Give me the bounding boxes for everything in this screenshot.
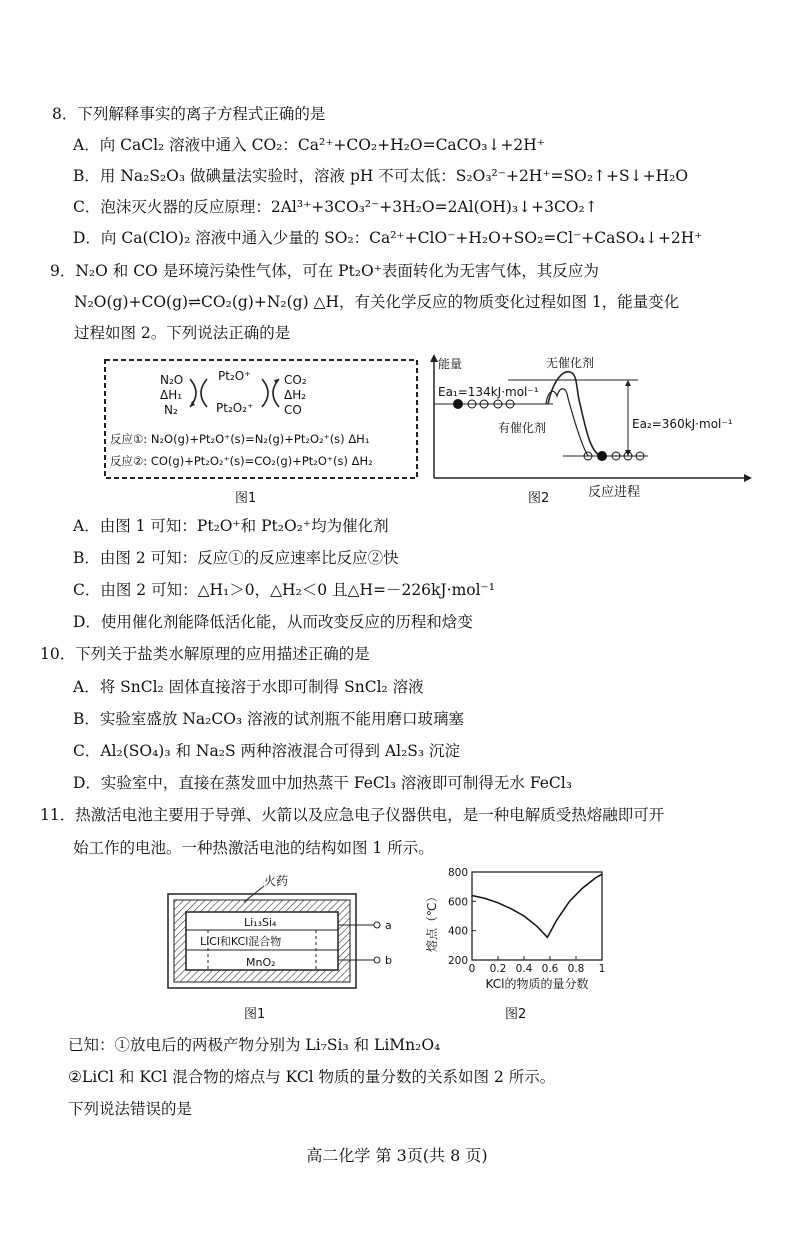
x-tick-label: 0.2	[489, 963, 507, 975]
co2-label: CO₂	[284, 373, 307, 387]
pt2o2-label: Pt₂O₂⁺	[216, 401, 254, 415]
q9-figure1-diagram	[104, 357, 420, 482]
x-tick-label: 0.8	[567, 963, 585, 975]
q10-option-b: B．实验室盛放 Na₂CO₃ 溶液的试剂瓶不能用磨口玻璃塞	[73, 710, 465, 728]
page-footer: 高二化学 第 3页(共 8 页)	[306, 1146, 488, 1165]
cathode-label: MnO₂	[246, 956, 276, 969]
anode-label: Li₁₃Si₄	[244, 916, 277, 929]
y-tick-label: 200	[447, 955, 468, 967]
q9-figure2-energy-diagram	[428, 350, 758, 510]
q11-melting-point-chart	[424, 862, 614, 994]
dh1-label: ΔH₁	[160, 388, 183, 402]
n2-label: N₂	[164, 403, 178, 417]
q11-stem-line2: 始工作的电池。一种热激活电池的结构如图 1 所示。	[73, 839, 434, 857]
y-tick-label: 600	[447, 896, 468, 909]
x-tick-label: 0.6	[541, 963, 559, 975]
cycle-arrow-right	[262, 379, 268, 407]
q9-option-c: C．由图 2 可知：△H₁＞0，△H₂＜0 且△H=－226kJ·mol⁻¹	[73, 581, 495, 599]
q8-option-b: B．用 Na₂S₂O₃ 做碘量法实验时，溶液 pH 不可太低：S₂O₃²⁻+2H⁺=SO₂↑+S↓+H₂O	[73, 167, 689, 185]
q11-known-1: 已知：①放电后的两极产物分别为 Li₇Si₃ 和 LiMn₂O₄	[68, 1036, 441, 1054]
gunpowder-label: 火药	[264, 874, 289, 888]
q8-option-d: D．向 Ca(ClO)₂ 溶液中通入少量的 SO₂：Ca²⁺+ClO⁻+H₂O+SO₂=Cl⁻+CaSO₄↓+2H⁺	[73, 229, 703, 247]
energy-axis-label: 能量	[438, 357, 463, 371]
q9-option-d: D．使用催化剂能降低活化能，从而改变反应的历程和焓变	[73, 613, 473, 631]
catalyzed-curve	[546, 389, 588, 456]
q9-fig2-caption: 图2	[528, 491, 550, 506]
x-tick-label: 0.4	[515, 963, 533, 975]
terminal-a: a	[385, 919, 392, 932]
co-label: CO	[284, 403, 302, 417]
uncatalyzed-curve	[548, 372, 600, 456]
q11-known-2: ②LiCl 和 KCl 混合物的熔点与 KCl 物质的量分数的关系如图 2 所示。	[68, 1068, 556, 1086]
q11-fig1-caption: 图1	[244, 1007, 266, 1022]
q11-stem-line1: 11．热激活电池主要用于导弹、火箭以及应急电子仪器供电，是一种电解质受热熔融即可开	[40, 806, 665, 824]
reaction2-text: 反应②: CO(g)+Pt₂O₂⁺(s)=CO₂(g)+Pt₂O⁺(s) ΔH₂	[110, 454, 373, 468]
x-tick-label: 1	[598, 963, 606, 975]
y-tick-label: 800	[447, 867, 468, 879]
q11-fig2-caption: 图2	[505, 1007, 527, 1022]
q9-stem-line2: N₂O(g)+CO(g)⇌CO₂(g)+N₂(g) △H，有关化学反应的物质变化过程如图 1，能量变化	[74, 293, 680, 311]
q10-option-c: C．Al₂(SO₄)₃ 和 Na₂S 两种溶液混合可得到 Al₂S₃ 沉淀	[73, 742, 461, 760]
chart-xlabel: KCl的物质的量分数	[485, 977, 589, 991]
q9-stem-line3: 过程如图 2。下列说法正确的是	[74, 324, 291, 342]
cycle-arrow-left2	[201, 379, 207, 407]
ea2-label: Ea₂=360kJ·mol⁻¹	[632, 417, 733, 431]
no-catalyst-label: 无催化剂	[546, 356, 595, 370]
dh2-label: ΔH₂	[284, 388, 307, 402]
plot-frame	[472, 872, 602, 960]
q11-battery-structure-diagram	[164, 870, 404, 992]
n2o-label: N₂O	[160, 373, 184, 387]
x-tick-label: 0	[468, 963, 476, 975]
pt2o-label: Pt₂O⁺	[218, 369, 251, 383]
q9-option-b: B．由图 2 可知：反应①的反应速率比反应②快	[73, 549, 399, 567]
reaction1-text: 反应①: N₂O(g)+Pt₂O⁺(s)=N₂(g)+Pt₂O₂⁺(s) ΔH₁	[110, 432, 370, 446]
ea1-label: Ea₁=134kJ·mol⁻¹	[438, 385, 539, 399]
q9-stem-line1: 9．N₂O 和 CO 是环境污染性气体，可在 Pt₂O⁺表面转化为无害气体，其反应为	[50, 262, 599, 280]
q9-fig1-caption: 图1	[235, 491, 257, 506]
q10-option-a: A．将 SnCl₂ 固体直接溶于水即可制得 SnCl₂ 溶液	[73, 678, 424, 696]
terminal-b: b	[385, 954, 392, 967]
q10-stem: 10．下列关于盐类水解原理的应用描述正确的是	[40, 645, 370, 663]
q8-option-c: C．泡沫灭火器的反应原理：2Al³⁺+3CO₃²⁻+3H₂O=2Al(OH)₃↓+3CO₂↑	[73, 198, 598, 216]
q10-option-d: D．实验室中，直接在蒸发皿中加热蒸干 FeCl₃ 溶液即可制得无水 FeCl₃	[73, 774, 572, 792]
with-catalyst-label: 有催化剂	[498, 421, 547, 435]
q11-stem-line3: 下列说法错误的是	[68, 1100, 193, 1118]
melting-point-curve	[472, 874, 602, 937]
q8-option-a: A．向 CaCl₂ 溶液中通入 CO₂：Ca²⁺+CO₂+H₂O=CaCO₃↓+2H⁺	[73, 136, 545, 154]
chart-ylabel: 熔点（℃）	[425, 890, 439, 952]
y-tick-label: 400	[447, 925, 468, 938]
q9-option-a: A．由图 1 可知：Pt₂O⁺和 Pt₂O₂⁺均为催化剂	[73, 517, 389, 535]
electrolyte-label: LiCl和KCl混合物	[200, 935, 282, 948]
q8-stem: 8．下列解释事实的离子方程式正确的是	[52, 105, 326, 123]
reaction-progress-label: 反应进程	[588, 485, 641, 500]
